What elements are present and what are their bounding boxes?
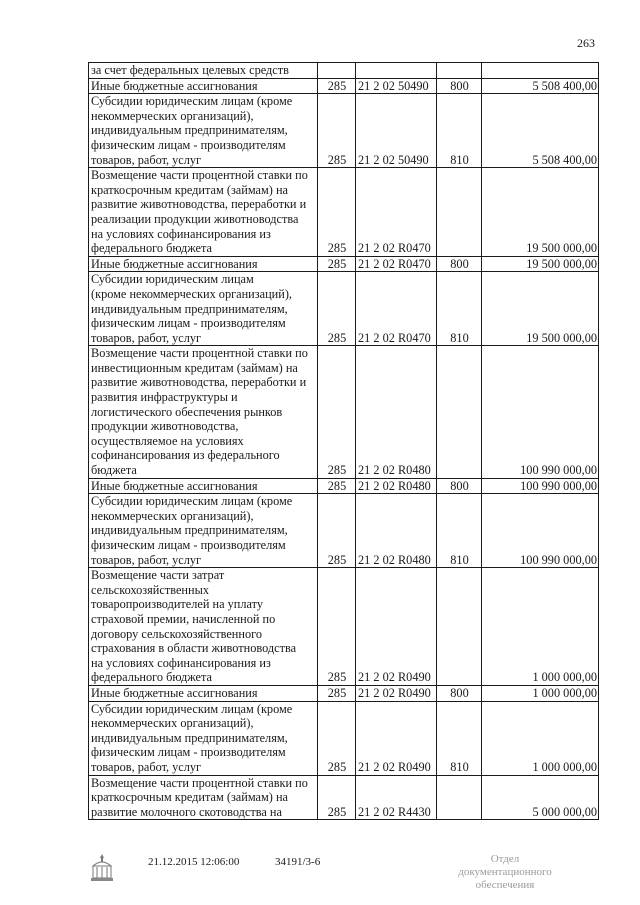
row-code: 285 bbox=[318, 775, 356, 820]
row-name: Иные бюджетные ассигнования bbox=[89, 685, 318, 701]
row-target-article: 21 2 02 R0490 bbox=[356, 568, 437, 686]
row-expense-type: 810 bbox=[437, 701, 482, 775]
row-expense-type: 800 bbox=[437, 256, 482, 272]
row-target-article: 21 2 02 R0490 bbox=[356, 685, 437, 701]
row-code: 285 bbox=[318, 701, 356, 775]
row-target-article: 21 2 02 R0480 bbox=[356, 494, 437, 568]
row-name: Субсидии юридическим лицам (кроме некоммерческих организаций), индивидуальным предпринимателям, физическим лицам - производителям товаров, работ, услуг bbox=[89, 272, 318, 346]
row-target-article: 21 2 02 R0470 bbox=[356, 168, 437, 257]
row-expense-type bbox=[437, 168, 482, 257]
footer-doc-id: 34191/3-6 bbox=[275, 856, 321, 868]
table-row bbox=[89, 63, 599, 79]
row-code: 285 bbox=[318, 78, 356, 94]
row-expense-type: 810 bbox=[437, 494, 482, 568]
row-expense-type: 800 bbox=[437, 78, 482, 94]
row-code: 285 bbox=[318, 272, 356, 346]
row-name: за счет федеральных целевых средств bbox=[89, 63, 318, 79]
row-amount: 19 500 000,00 bbox=[482, 256, 599, 272]
row-target-article: 21 2 02 50490 bbox=[356, 78, 437, 94]
budget-table-body bbox=[89, 63, 599, 820]
row-amount: 1 000 000,00 bbox=[482, 685, 599, 701]
row-expense-type bbox=[437, 346, 482, 478]
row-target-article: 21 2 02 50490 bbox=[356, 94, 437, 168]
row-name: Субсидии юридическим лицам (кроме некоммерческих организаций), индивидуальным предпринимателям, физическим лицам - производителям товаров, работ, услуг bbox=[89, 494, 318, 568]
row-amount: 100 990 000,00 bbox=[482, 478, 599, 494]
table-row bbox=[89, 346, 599, 478]
row-amount: 5 508 400,00 bbox=[482, 78, 599, 94]
row-expense-type bbox=[437, 568, 482, 686]
row-expense-type: 810 bbox=[437, 94, 482, 168]
table-row bbox=[89, 478, 599, 494]
row-name: Иные бюджетные ассигнования bbox=[89, 78, 318, 94]
row-amount: 5 508 400,00 bbox=[482, 94, 599, 168]
table-row bbox=[89, 494, 599, 568]
row-expense-type: 800 bbox=[437, 478, 482, 494]
row-target-article: 21 2 02 R0480 bbox=[356, 478, 437, 494]
row-target-article: 21 2 02 R0480 bbox=[356, 346, 437, 478]
row-target-article: 21 2 02 R4430 bbox=[356, 775, 437, 820]
row-amount: 100 990 000,00 bbox=[482, 494, 599, 568]
row-name: Иные бюджетные ассигнования bbox=[89, 256, 318, 272]
table-row bbox=[89, 775, 599, 820]
row-amount: 1 000 000,00 bbox=[482, 701, 599, 775]
row-expense-type: 800 bbox=[437, 685, 482, 701]
row-code bbox=[318, 63, 356, 79]
row-target-article: 21 2 02 R0490 bbox=[356, 701, 437, 775]
row-amount bbox=[482, 63, 599, 79]
table-row bbox=[89, 168, 599, 257]
row-amount: 19 500 000,00 bbox=[482, 272, 599, 346]
row-name: Иные бюджетные ассигнования bbox=[89, 478, 318, 494]
table-row bbox=[89, 685, 599, 701]
row-code: 285 bbox=[318, 256, 356, 272]
row-code: 285 bbox=[318, 494, 356, 568]
row-name: Возмещение части процентной ставки по краткосрочным кредитам (займам) на развитие животноводства, переработки и реализации продукции животноводства на условиях софинансирования из федерального бюджета bbox=[89, 168, 318, 257]
table-row bbox=[89, 272, 599, 346]
row-amount: 5 000 000,00 bbox=[482, 775, 599, 820]
footer-department-line2: обеспечения bbox=[475, 879, 535, 891]
row-amount: 100 990 000,00 bbox=[482, 346, 599, 478]
row-code: 285 bbox=[318, 346, 356, 478]
footer-timestamp: 21.12.2015 12:06:00 bbox=[148, 856, 240, 868]
row-expense-type bbox=[437, 63, 482, 79]
row-name: Субсидии юридическим лицам (кроме некоммерческих организаций), индивидуальным предпринимателям, физическим лицам - производителям товаров, работ, услуг bbox=[89, 701, 318, 775]
table-row bbox=[89, 78, 599, 94]
row-code: 285 bbox=[318, 94, 356, 168]
table-row bbox=[89, 701, 599, 775]
row-target-article bbox=[356, 63, 437, 79]
row-code: 285 bbox=[318, 568, 356, 686]
row-amount: 19 500 000,00 bbox=[482, 168, 599, 257]
row-name: Возмещение части затрат сельскохозяйственных товаропроизводителей на уплату страховой премии, начисленной по договору сельскохозяйственного страхования в области животноводства на условиях софинансирования из федерального бюджета bbox=[89, 568, 318, 686]
row-target-article: 21 2 02 R0470 bbox=[356, 272, 437, 346]
row-expense-type: 810 bbox=[437, 272, 482, 346]
page-number: 263 bbox=[577, 36, 595, 50]
table-row bbox=[89, 256, 599, 272]
building-stamp-icon bbox=[88, 852, 116, 887]
footer-department bbox=[445, 853, 565, 892]
row-code: 285 bbox=[318, 685, 356, 701]
footer-department-line1: Отдел документационного bbox=[458, 853, 552, 878]
row-name: Возмещение части процентной ставки по инвестиционным кредитам (займам) на развитие животноводства, переработки и развития инфраструктуры и логистического обеспечения рынков продукции животноводства, осуществляемое на условиях софинансирования из федерального бюджета bbox=[89, 346, 318, 478]
row-name: Субсидии юридическим лицам (кроме некоммерческих организаций), индивидуальным предпринимателям, физическим лицам - производителям товаров, работ, услуг bbox=[89, 94, 318, 168]
row-target-article: 21 2 02 R0470 bbox=[356, 256, 437, 272]
row-amount: 1 000 000,00 bbox=[482, 568, 599, 686]
row-expense-type bbox=[437, 775, 482, 820]
budget-table bbox=[88, 62, 599, 820]
page-footer bbox=[0, 852, 640, 892]
table-row bbox=[89, 94, 599, 168]
row-code: 285 bbox=[318, 168, 356, 257]
table-row bbox=[89, 568, 599, 686]
row-name: Возмещение части процентной ставки по краткосрочным кредитам (займам) на развитие молочного скотоводства на bbox=[89, 775, 318, 820]
row-code: 285 bbox=[318, 478, 356, 494]
